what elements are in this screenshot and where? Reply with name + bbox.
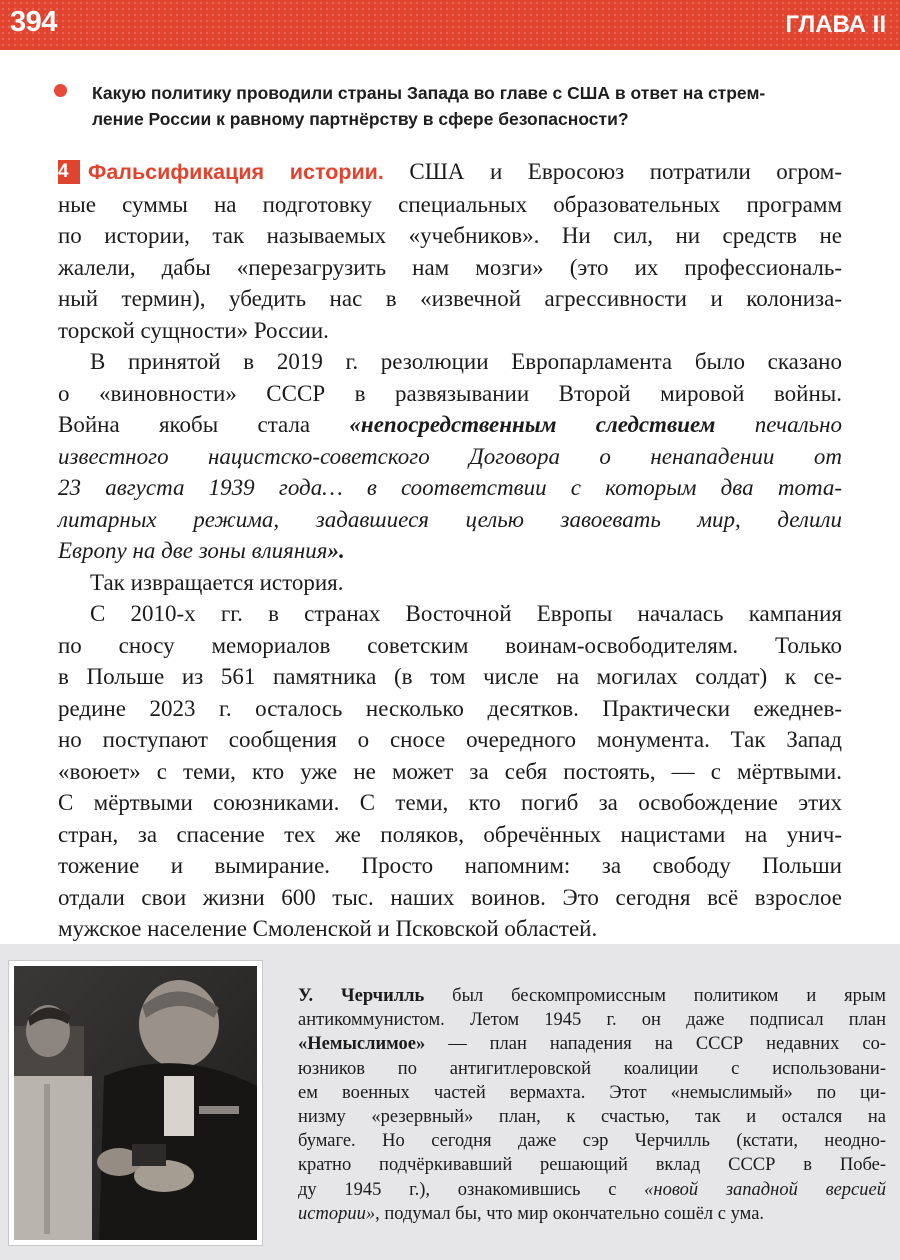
- quote-italic: Европу на две зоны влияния: [58, 538, 328, 563]
- caption-line: [298, 1178, 886, 1202]
- text-line: [58, 409, 842, 441]
- quote-line: известного нацистско-советского Договора о ненападении от: [58, 443, 842, 469]
- text-fragment: был бескомпромиссным политиком и ярым: [424, 986, 887, 1006]
- text-line: жалели, дабы «перезагрузить нам мозги» (это их профессиональ-: [58, 254, 842, 280]
- photo-caption: [298, 984, 886, 1226]
- caption-italic: истории»: [298, 1203, 376, 1224]
- caption-line: ем военных частей вермахта. Этот «немыслимый» по ци-: [298, 1082, 886, 1103]
- caption-italic: «новой западной версией: [644, 1179, 886, 1200]
- photo-image: [14, 966, 257, 1240]
- page-header: [0, 0, 900, 50]
- text-fragment: , подумал бы, что мир окончательно сошёл с ума.: [375, 1203, 765, 1224]
- caption-line: [298, 1202, 886, 1226]
- text-line: редине 2023 г. осталось несколько десятков. Практически ежеднев-: [58, 695, 842, 721]
- question-line: ление России к равному партнёрству в сфере безопасности?: [92, 109, 629, 129]
- historical-photo: [9, 961, 262, 1245]
- text-line: тожение и вымирание. Просто напомним: за свободу Польши: [58, 853, 842, 878]
- caption-line: [298, 984, 886, 1008]
- text-line: по истории, так называемых «учебников». Ни сил, ни средств не: [58, 223, 842, 248]
- quote-line: литарных режима, задавшиеся целью завоевать мир, делили: [58, 506, 842, 532]
- section-number-badge: 4: [58, 160, 80, 184]
- quote-line: 23 августа 1939 года… в соответствии с которым два тота-: [58, 475, 842, 500]
- text-line: Так извращается история.: [90, 569, 344, 595]
- text-line: торской сущности» России.: [58, 317, 329, 343]
- text-line: стран, за спасение тех же поляков, обречённых нацистами на унич-: [58, 821, 842, 847]
- text-line: по сносу мемориалов советским воинам-освободителям. Только: [58, 632, 842, 658]
- text-line: С 2010-х гг. в странах Восточной Европы началась кампания: [90, 601, 842, 626]
- quote-bold: ».: [327, 538, 345, 563]
- text-line: но поступают сообщения о сносе очередного монумента. Так Запад: [58, 727, 842, 752]
- page-number: 394: [10, 6, 57, 38]
- text-line: в Польше из 561 памятника (в том числе на могилах солдат) к се-: [58, 664, 842, 689]
- caption-line: [298, 1032, 886, 1056]
- text-fragment: ду 1945 г.), ознакомившись с: [298, 1179, 645, 1200]
- caption-line: бумаге. Но сегодня даже сэр Черчилль (кстати, неодно-: [298, 1131, 886, 1152]
- text-line: мужское население Смоленской и Псковской областей.: [58, 916, 598, 941]
- caption-line: кратно подчёркивавший решающий вклад СССР в Побе-: [298, 1155, 886, 1176]
- section-title: Фальсификация истории.: [88, 160, 384, 184]
- text-line: С мёртвыми союзниками. С теми, кто погиб за освобождение этих: [58, 790, 842, 815]
- caption-line: юзников по антигитлеровской коалиции с использовани-: [298, 1058, 886, 1079]
- quote-bold: «непосредственным следствием: [349, 412, 716, 437]
- main-text: [58, 156, 842, 945]
- text-line: о «виновности» СССР в развязывании Второй мировой войны.: [58, 380, 842, 406]
- chapter-title: ГЛАВА II: [785, 11, 886, 38]
- caption-line: низму «резервный» план, к счастью, так и остался на: [298, 1107, 886, 1128]
- caption-name: У. Черчилль: [298, 986, 425, 1006]
- text-line: ный термин), убедить нас в «извечной агрессивности и колониза-: [58, 286, 842, 311]
- text-line: ные суммы на подготовку специальных образовательных программ: [58, 191, 842, 217]
- caption-line: антикоммунистом. Летом 1945 г. он даже подписал план: [298, 1010, 886, 1031]
- text-fragment: — план нападения на СССР недавних со-: [425, 1034, 886, 1055]
- review-question: [92, 80, 852, 132]
- quote-line: [58, 535, 842, 567]
- question-line: Какую политику проводили страны Запада во главе с США в ответ на стрем-: [92, 83, 766, 103]
- text-line: В принятой в 2019 г. резолюции Европарламента было сказано: [90, 349, 842, 374]
- section-heading-line: [58, 156, 842, 189]
- text-line: отдали свои жизни 600 тыс. наших воинов. Это сегодня всё взрослое: [58, 884, 842, 910]
- text-fragment: Война якобы стала: [58, 412, 350, 437]
- quote-italic: печально: [715, 412, 842, 437]
- caption-plan-name: «Немыслимое»: [298, 1034, 426, 1055]
- text-fragment: США и Евросоюз потратили огром-: [409, 159, 843, 184]
- bullet-icon: [54, 84, 67, 97]
- text-line: «воюет» с теми, кто уже не может за себя постоять, — с мёртвыми.: [58, 758, 842, 784]
